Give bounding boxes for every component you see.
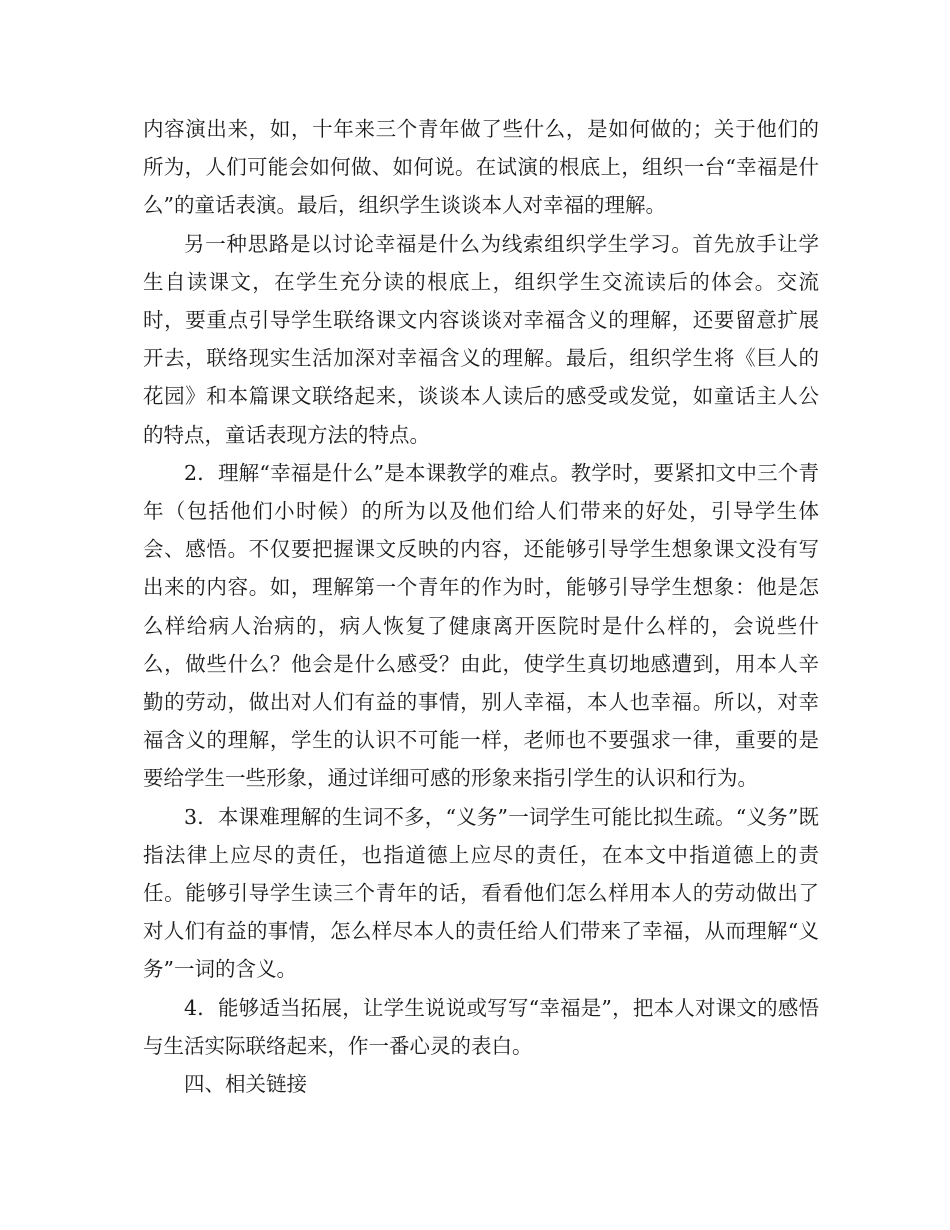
paragraph: 3．本课难理解的生词不多，“义务”一词学生可能比拟生疏。“义务”既指法律上应尽的责任，也指道德上应尽的责任，在本文中指道德上的责任。能够引导学生读三个青年的话，看看他们怎么样用本人的劳动做出了对人们有益的事情，怎么样尽本人的责任给人们带来了幸福，从而理解“义务”一词的含义。 (143, 804, 819, 982)
document-body (143, 110, 819, 1103)
paragraph: 另一种思路是以讨论幸福是什么为线索组织学生学习。首先放手让学生自读课文，在学生充分读的根底上，组织学生交流读后的体会。交流时，要重点引导学生联络课文内容谈谈对幸福含义的理解，还要留意扩展开去，联络现实生活加深对幸福含义的理解。最后，组织学生将《巨人的花园》和本篇课文联络起来，谈谈本人读后的感受或发觉，如童话主人公的特点，童话表现方法的特点。 (143, 231, 819, 447)
paragraph: 2．理解“幸福是什么”是本课教学的难点。教学时，要紧扣文中三个青年（包括他们小时候）的所为以及他们给人们带来的好处，引导学生体会、感悟。不仅要把握课文反映的内容，还能够引导学生想象课文没有写出来的内容。如，理解第一个青年的作为时，能够引导学生想象：他是怎么样给病人治病的，病人恢复了健康离开医院时是什么样的，会说些什么，做些什么？他会是什么感受？由此，使学生真切地感遭到，用本人辛勤的劳动，做出对人们有益的事情，别人幸福，本人也幸福。所以，对幸福含义的理解，学生的认识不可能一样，老师也不要强求一律，重要的是要给学生一些形象，通过详细可感的形象来指引学生的认识和行为。 (143, 460, 819, 791)
paragraph: 4．能够适当拓展，让学生说说或写写“幸福是”，把本人对课文的感悟与生活实际联络起来，作一番心灵的表白。 (143, 995, 819, 1058)
section-heading: 四、相关链接 (184, 1072, 307, 1097)
paragraph: 内容演出来，如，十年来三个青年做了些什么，是如何做的；关于他们的所为，人们可能会如何做、如何说。在试演的根底上，组织一台“幸福是什么”的童话表演。最后，组织学生谈谈本人对幸福的理解。 (143, 117, 819, 218)
